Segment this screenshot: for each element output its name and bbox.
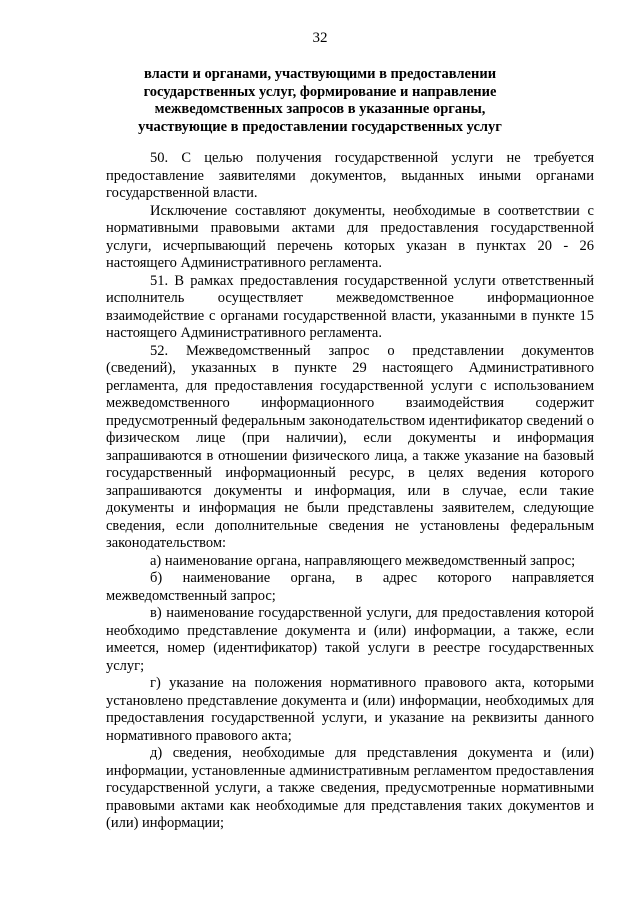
list-item-g: г) указание на положения нормативного правового акта, которыми установлено представление документа и (или) информации, необходимых для предоставления государственной услуги, и указание на реквизиты данного нормативного правового акта;	[106, 675, 594, 744]
list-item-b: б) наименование органа, в адрес которого направляется межведомственный запрос;	[106, 570, 594, 604]
heading-line: участвующие в предоставлении государственных услуг	[138, 118, 502, 135]
paragraph-52: 52. Межведомственный запрос о представлении документов (сведений), указанных в пункте 29 настоящего Административного регламента, для предоставления государственной услуги с использованием межведомственного информационного взаимодействия содержит предусмотренный федеральным законодательством идентификатор сведений о физическом лице (при наличии), если документы и информация запрашиваются в отношении физического лица, а также указание на базовый государственный информационный ресурс, в целях ведения которого запрашиваются документы и информация, или в случае, если такие документы и информация не были представлены заявителем, следующие сведения, если дополнительные сведения не установлены федеральным законодательством:	[106, 342, 594, 551]
document-body	[106, 150, 594, 833]
section-heading	[100, 66, 540, 136]
paragraph-50: 50. С целью получения государственной услуги не требуется предоставление заявителями документов, выданных иными органами государственной власти.	[106, 150, 594, 201]
list-item-d: д) сведения, необходимые для представления документа и (или) информации, установленные административным регламентом предоставления государственной услуги, а также сведения, предусмотренные нормативными правовыми актами как необходимые для представления таких документов и (или) информации;	[106, 745, 594, 831]
heading-line: государственных услуг, формирование и направление	[143, 83, 497, 100]
paragraph-exception: Исключение составляют документы, необходимые в соответствии с нормативными правовыми актами для предоставления государственной услуги, исчерпывающий перечень которых указан в пунктах 20 - 26 настоящего Административного регламента.	[106, 202, 594, 271]
paragraph-51: 51. В рамках предоставления государственной услуги ответственный исполнитель осуществляет межведомственное информационное взаимодействие с органами государственной власти, указанными в пункте 15 настоящего Административного регламента.	[106, 272, 594, 341]
heading-line: межведомственных запросов в указанные органы,	[154, 101, 486, 117]
page-number: 32	[312, 30, 328, 46]
heading-line: власти и органами, участвующими в предоставлении	[143, 66, 497, 82]
list-item-v: в) наименование государственной услуги, для предоставления которой необходимо представление документа и (или) информации, а также, если имеется, номер (идентификатор) такой услуги в реестре государственных услуг;	[106, 605, 594, 674]
list-item-a: а) наименование органа, направляющего межведомственный запрос;	[150, 552, 576, 569]
